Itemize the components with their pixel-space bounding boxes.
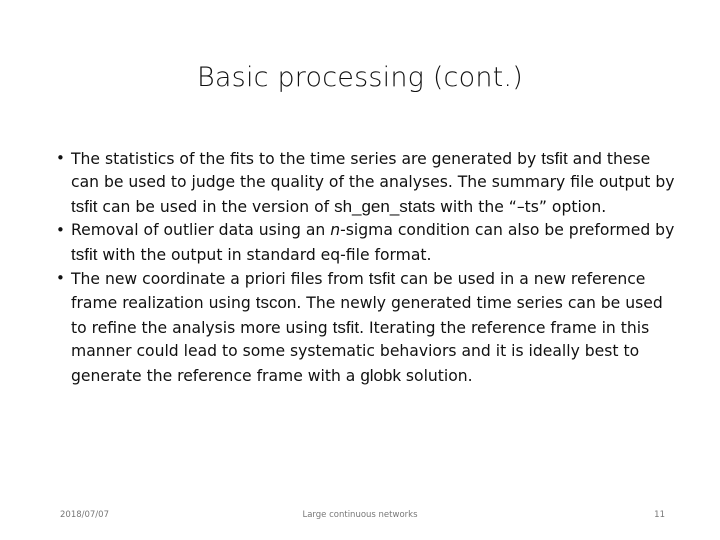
bullet-list [56,147,676,388]
bullet-text: The new coordinate a priori files from [71,270,369,289]
command-name: tsfit [368,269,396,289]
command-name: tsfit [541,149,568,168]
slide-title: Basic processing (cont.) [197,62,523,93]
footer-date: 2018/07/07 [60,510,109,520]
command-name: sh_gen_stats [334,196,436,216]
bullet-text: and these can be used to judge the quality of the analyses. The summary file output by [71,150,675,192]
command-name: tsfit [71,196,98,216]
bullet-item [56,219,676,267]
bullet-marker: • [56,221,65,240]
bullet-text: . Iterating the reference frame in this manner could lead to some systematic behaviors and it is ideally best to generate the reference frame with a [71,318,650,385]
bullet-marker: • [56,269,65,288]
command-name: tsfit [71,244,98,264]
italic-text: n [330,221,341,240]
bullet-text: Removal of outlier data using an [71,221,331,240]
bullet-text: The statistics of the fits to the time series are generated by [71,150,542,168]
command-name: tscon [255,293,297,313]
bullet-text: . The newly generated time series can be used to refine the analysis more using [71,294,663,337]
bullet-text: -sigma condition can also be preformed by [340,221,675,240]
footer-title: Large continuous networks [302,510,418,520]
page-number: 11 [654,510,665,520]
bullet-text: can be used in a new reference frame realization using [71,270,646,313]
bullet-text: with the “–ts” option. [435,197,607,216]
command-name: tsfit [332,317,360,337]
bullet-item [56,147,676,219]
bullet-item [56,267,676,388]
bullet-text: with the output in standard eq-file format. [97,245,432,264]
command-name: globk [360,365,401,385]
bullet-marker: • [56,149,65,167]
bullet-text: can be used in the version of [97,197,335,216]
bullet-text: solution. [400,366,473,385]
